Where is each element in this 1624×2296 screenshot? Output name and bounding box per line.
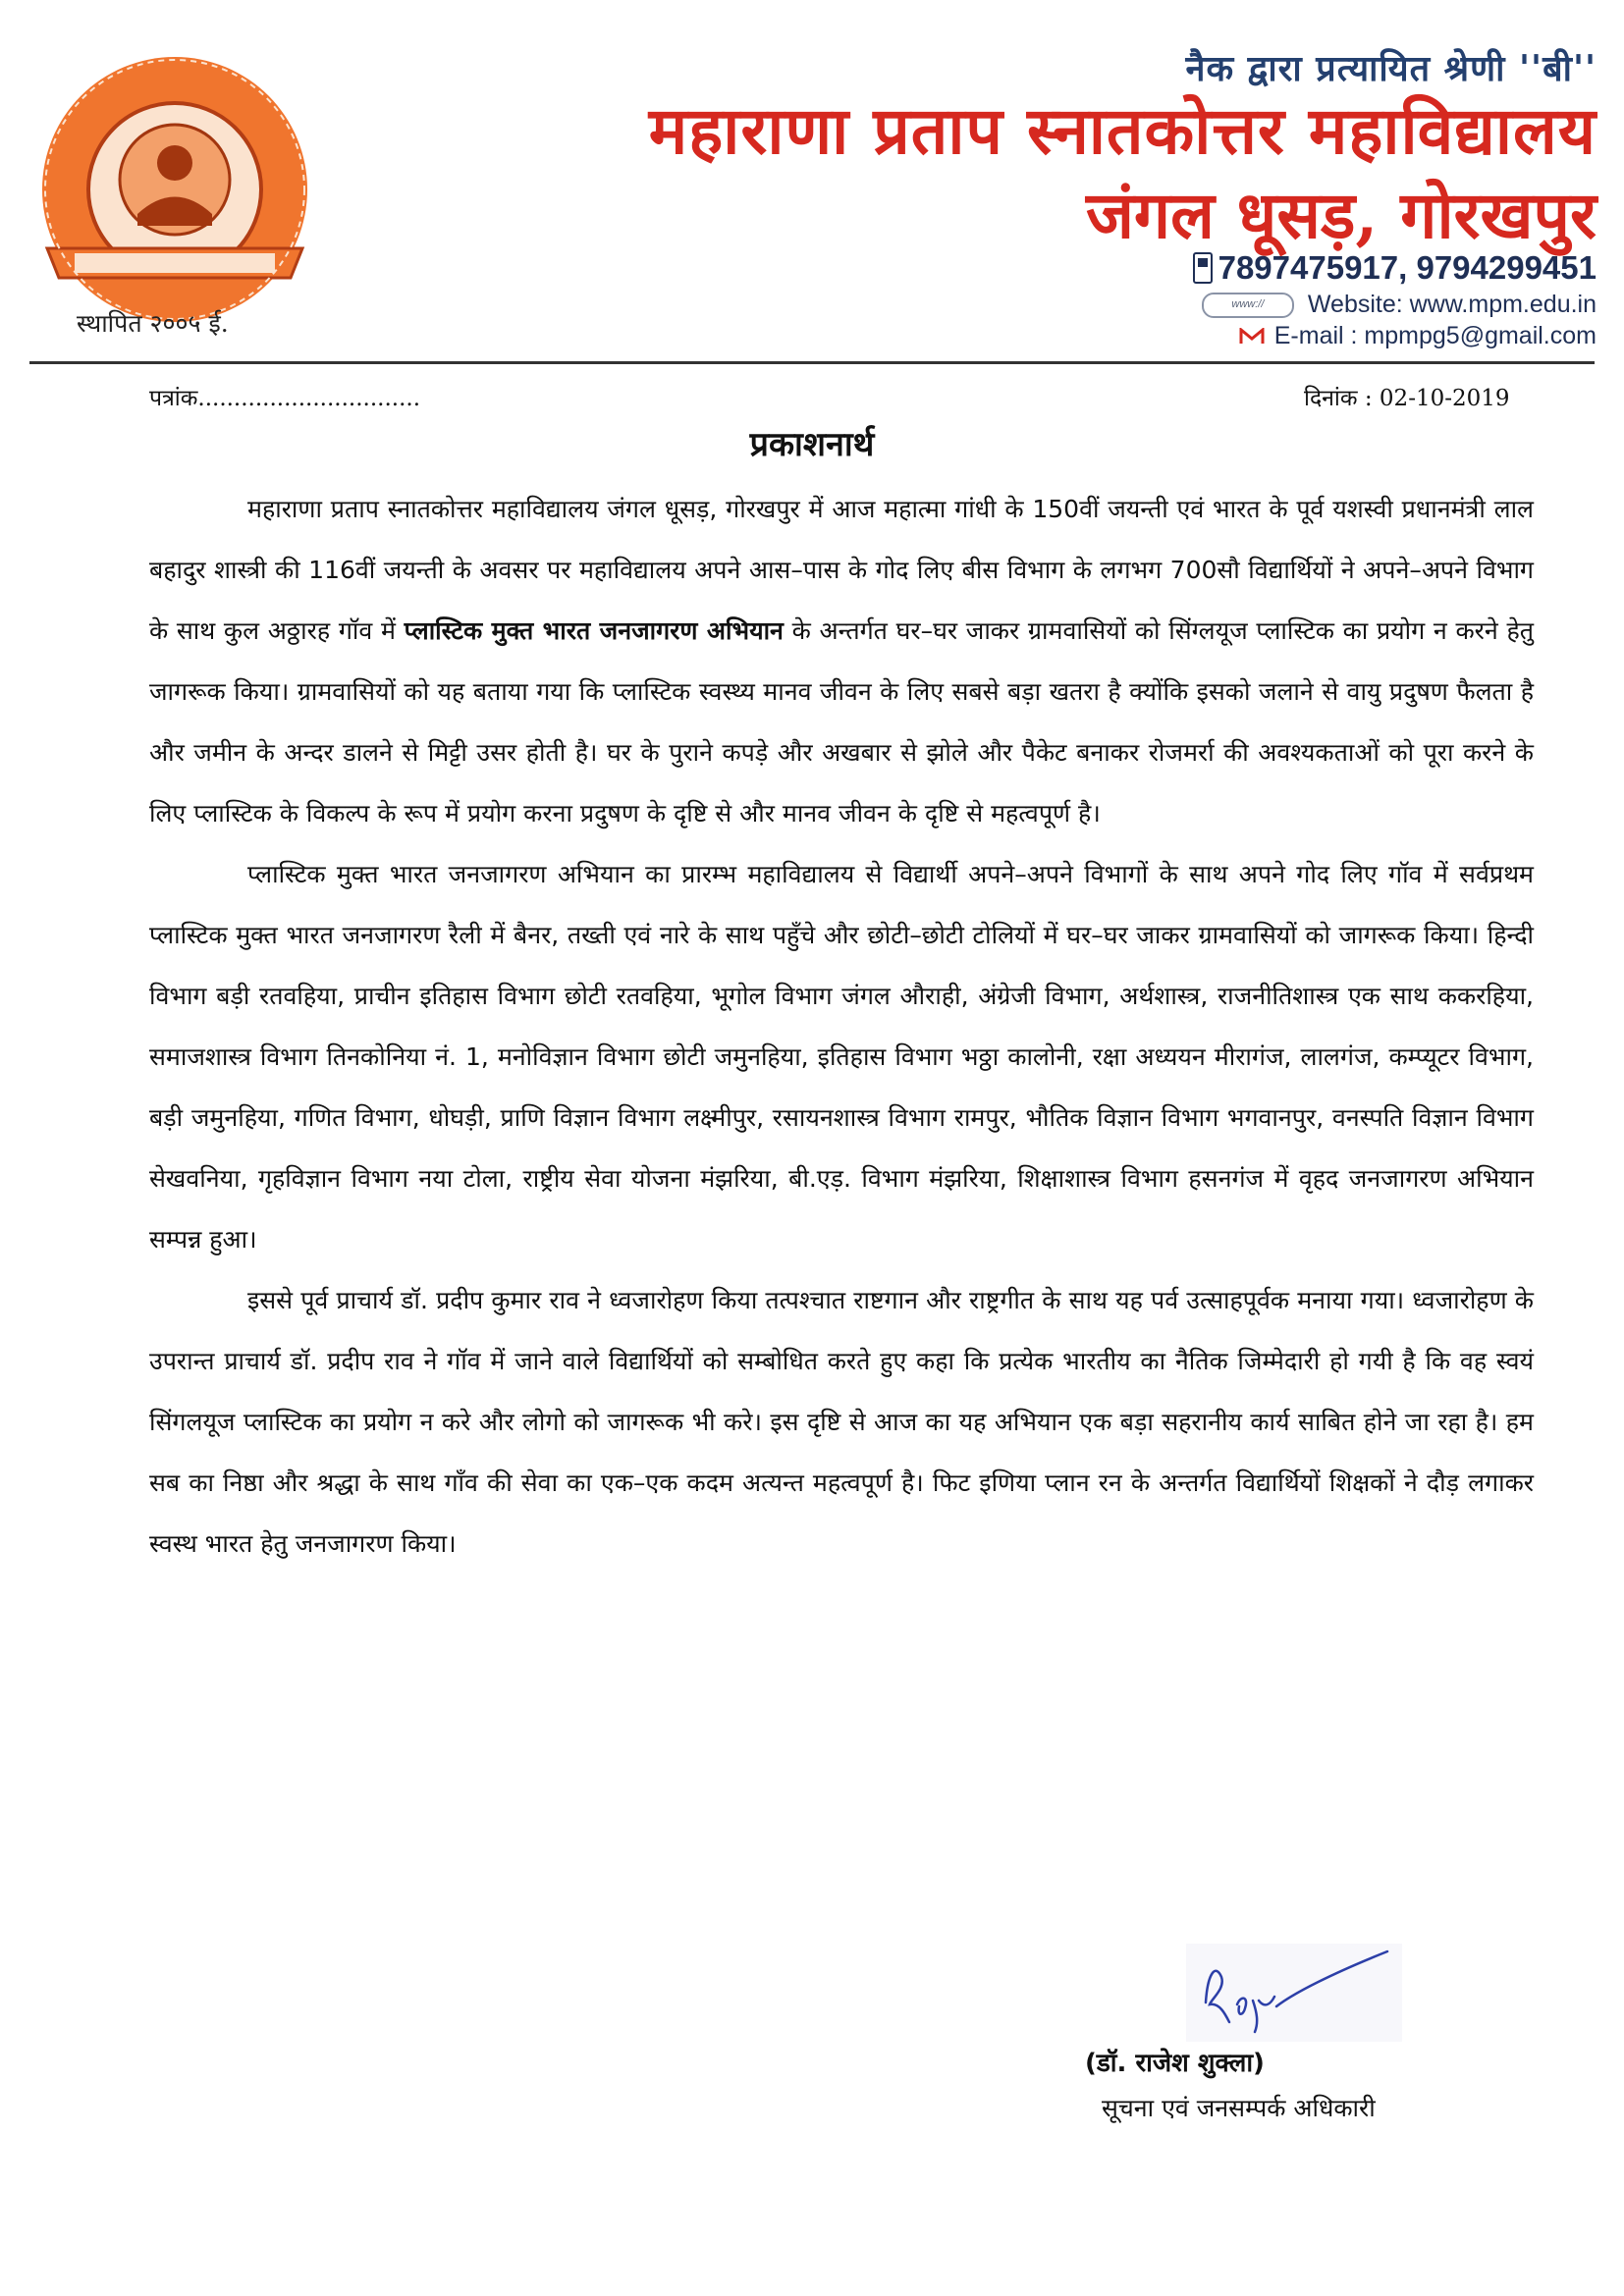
paragraph-1-start: महाराणा प्रताप स्नातकोत्तर महाविद्यालय जंगल धूसड़, गोरखपुर में आज महात्मा गांधी के 150वीं जयन्ती एवं भारत के पूर्व यशस्वी प्रधानमंत्री लाल बहादुर शास्त्री की 116वीं जयन्ती के अवसर पर महाविद्यालय अपने आस–पास के गोद लिए बीस विभाग के लगभग 700सौ विद्यार्थियों ने अपने–अपने विभाग के साथ कुल अठ्ठारह गॉव में — [149, 495, 1534, 645]
website-link[interactable]: Website: www.mpm.edu.in — [1307, 291, 1597, 318]
phone-row — [1193, 249, 1597, 287]
phone-icon — [1193, 252, 1213, 284]
signatory-name: (डॉ. राजेश शुक्ला) — [1085, 2049, 1265, 2078]
email-link[interactable]: E-mail : mpmpg5@gmail.com — [1273, 322, 1597, 349]
college-location: जंगल धूसड़, गोरखपुर — [1085, 177, 1597, 253]
college-logo — [27, 47, 322, 342]
paragraph-1-end: के अन्तर्गत घर–घर जाकर ग्रामवासियों को सिंग्लयूज प्लास्टिक का प्रयोग न करने हेतु जागरूक किया। ग्रामवासियों को यह बताया गया कि प्लास्टिक स्वस्थ्य मानव जीवन के लिए सबसे बड़ा खतरा है क्योंकि इसको जलाने से वायु प्रदुषण फैलता है और जमीन के अन्दर डालने से मिट्टी उसर होती है। घर के पुराने कपड़े और अखबार से झोले और पैकेट बनाकर रोजमर्रा की अवश्यकताओं को पूरा करने के लिए प्लास्टिक के विकल्प के रूप में प्रयोग करना प्रदुषण के दृष्टि से और मानव जीवन के दृष्टि से महत्वपूर्ण है। — [149, 616, 1535, 828]
mail-icon — [1239, 328, 1265, 346]
established-year: स्थापित २००५ ई. — [77, 309, 229, 338]
handwritten-signature — [1186, 1944, 1402, 2042]
campaign-name: प्लास्टिक मुक्त भारत जनजागरण अभियान — [404, 616, 784, 645]
signatory-title: सूचना एवं जनसम्पर्क अधिकारी — [1102, 2094, 1376, 2122]
paragraph-1 — [149, 479, 1534, 844]
college-name: महाराणा प्रताप स्नातकोत्तर महाविद्यालय — [648, 92, 1597, 169]
letter-date: दिनांक : 02-10-2019 — [1304, 386, 1510, 411]
globe-icon: www:// — [1202, 293, 1294, 318]
header-divider — [29, 361, 1595, 364]
paragraph-3: इससे पूर्व प्राचार्य डॉ. प्रदीप कुमार राव ने ध्वजारोहण किया तत्पश्चात राष्टगान और राष्ट्रगीत के साथ यह पर्व उत्साहपूर्वक मनाया गया। ध्वजारोहण के उपरान्त प्राचार्य डॉ. प्रदीप राव ने गॉव में जाने वाले विद्यार्थियों को सम्बोधित करते हुए कहा कि प्रत्येक भारतीय का नैतिक जिम्मेदारी हो गयी है कि वह स्वयं सिंगलयूज प्लास्टिक का प्रयोग न करे और लोगो को जागरूक भी करे। इस दृष्टि से आज का यह अभियान एक बड़ा सहरानीय कार्य साबित होने जा रहा है। हम सब का निष्ठा और श्रद्धा के साथ गाँव की सेवा का एक–एक कदम अत्यन्त महत्वपूर्ण है। फिट इणिया प्लान रन के अन्तर्गत विद्यार्थियों शिक्षकों ने दौड़ लगाकर स्वस्थ भारत हेतु जनजागरण किया। — [149, 1286, 1534, 1558]
paragraph-2: प्लास्टिक मुक्त भारत जनजागरण अभियान का प्रारम्भ महाविद्यालय से विद्यार्थी अपने–अपने विभागों के साथ अपने गोद लिए गॉव में सर्वप्रथम प्लास्टिक मुक्त भारत जनजागरण रैली में बैनर, तख्ती एवं नारे के साथ पहुँचे और छोटी–छोटी टोलियों में घर–घर जाकर ग्रामवासियों को जागरूक किया। हिन्दी विभाग बड़ी रतवहिया, प्राचीन इतिहास विभाग छोटी रतवहिया, भूगोल विभाग जंगल औराही, अंग्रेजी विभाग, अर्थशास्त्र, राजनीतिशास्त्र एक साथ ककरहिया, समाजशास्त्र विभाग तिनकोनिया नं. 1, मनोविज्ञान विभाग छोटी जमुनहिया, इतिहास विभाग भठ्ठा कालोनी, रक्षा अध्ययन मीरागंज, लालगंज, कम्प्यूटर विभाग, बड़ी जमुनहिया, गणित विभाग, धोघड़ी, प्राणि विज्ञान विभाग लक्ष्मीपुर, रसायनशास्त्र विभाग रामपुर, भौतिक विज्ञान विभाग भगवानपुर, वनस्पति विज्ञान विभाग सेखवनिया, गृहविज्ञान विभाग नया टोला, राष्ट्रीय सेवा योजना मंझरिया, बी.एड़. विभाग मंझरिया, शिक्षाशास्त्र विभाग हसनगंज में वृहद जनजागरण अभियान सम्पन्न हुआ। — [149, 860, 1534, 1254]
phone-numbers: 7897475917, 9794299451 — [1218, 249, 1597, 286]
letter-heading: प्रकाशनार्थ — [749, 425, 875, 464]
reference-number: पत्रांक............................... — [149, 386, 421, 411]
email-row — [1239, 322, 1597, 350]
letter-body — [149, 479, 1534, 1575]
accreditation-line: नैक द्वारा प्रत्यायित श्रेणी ''बी'' — [1185, 48, 1597, 89]
website-row — [1202, 291, 1597, 319]
